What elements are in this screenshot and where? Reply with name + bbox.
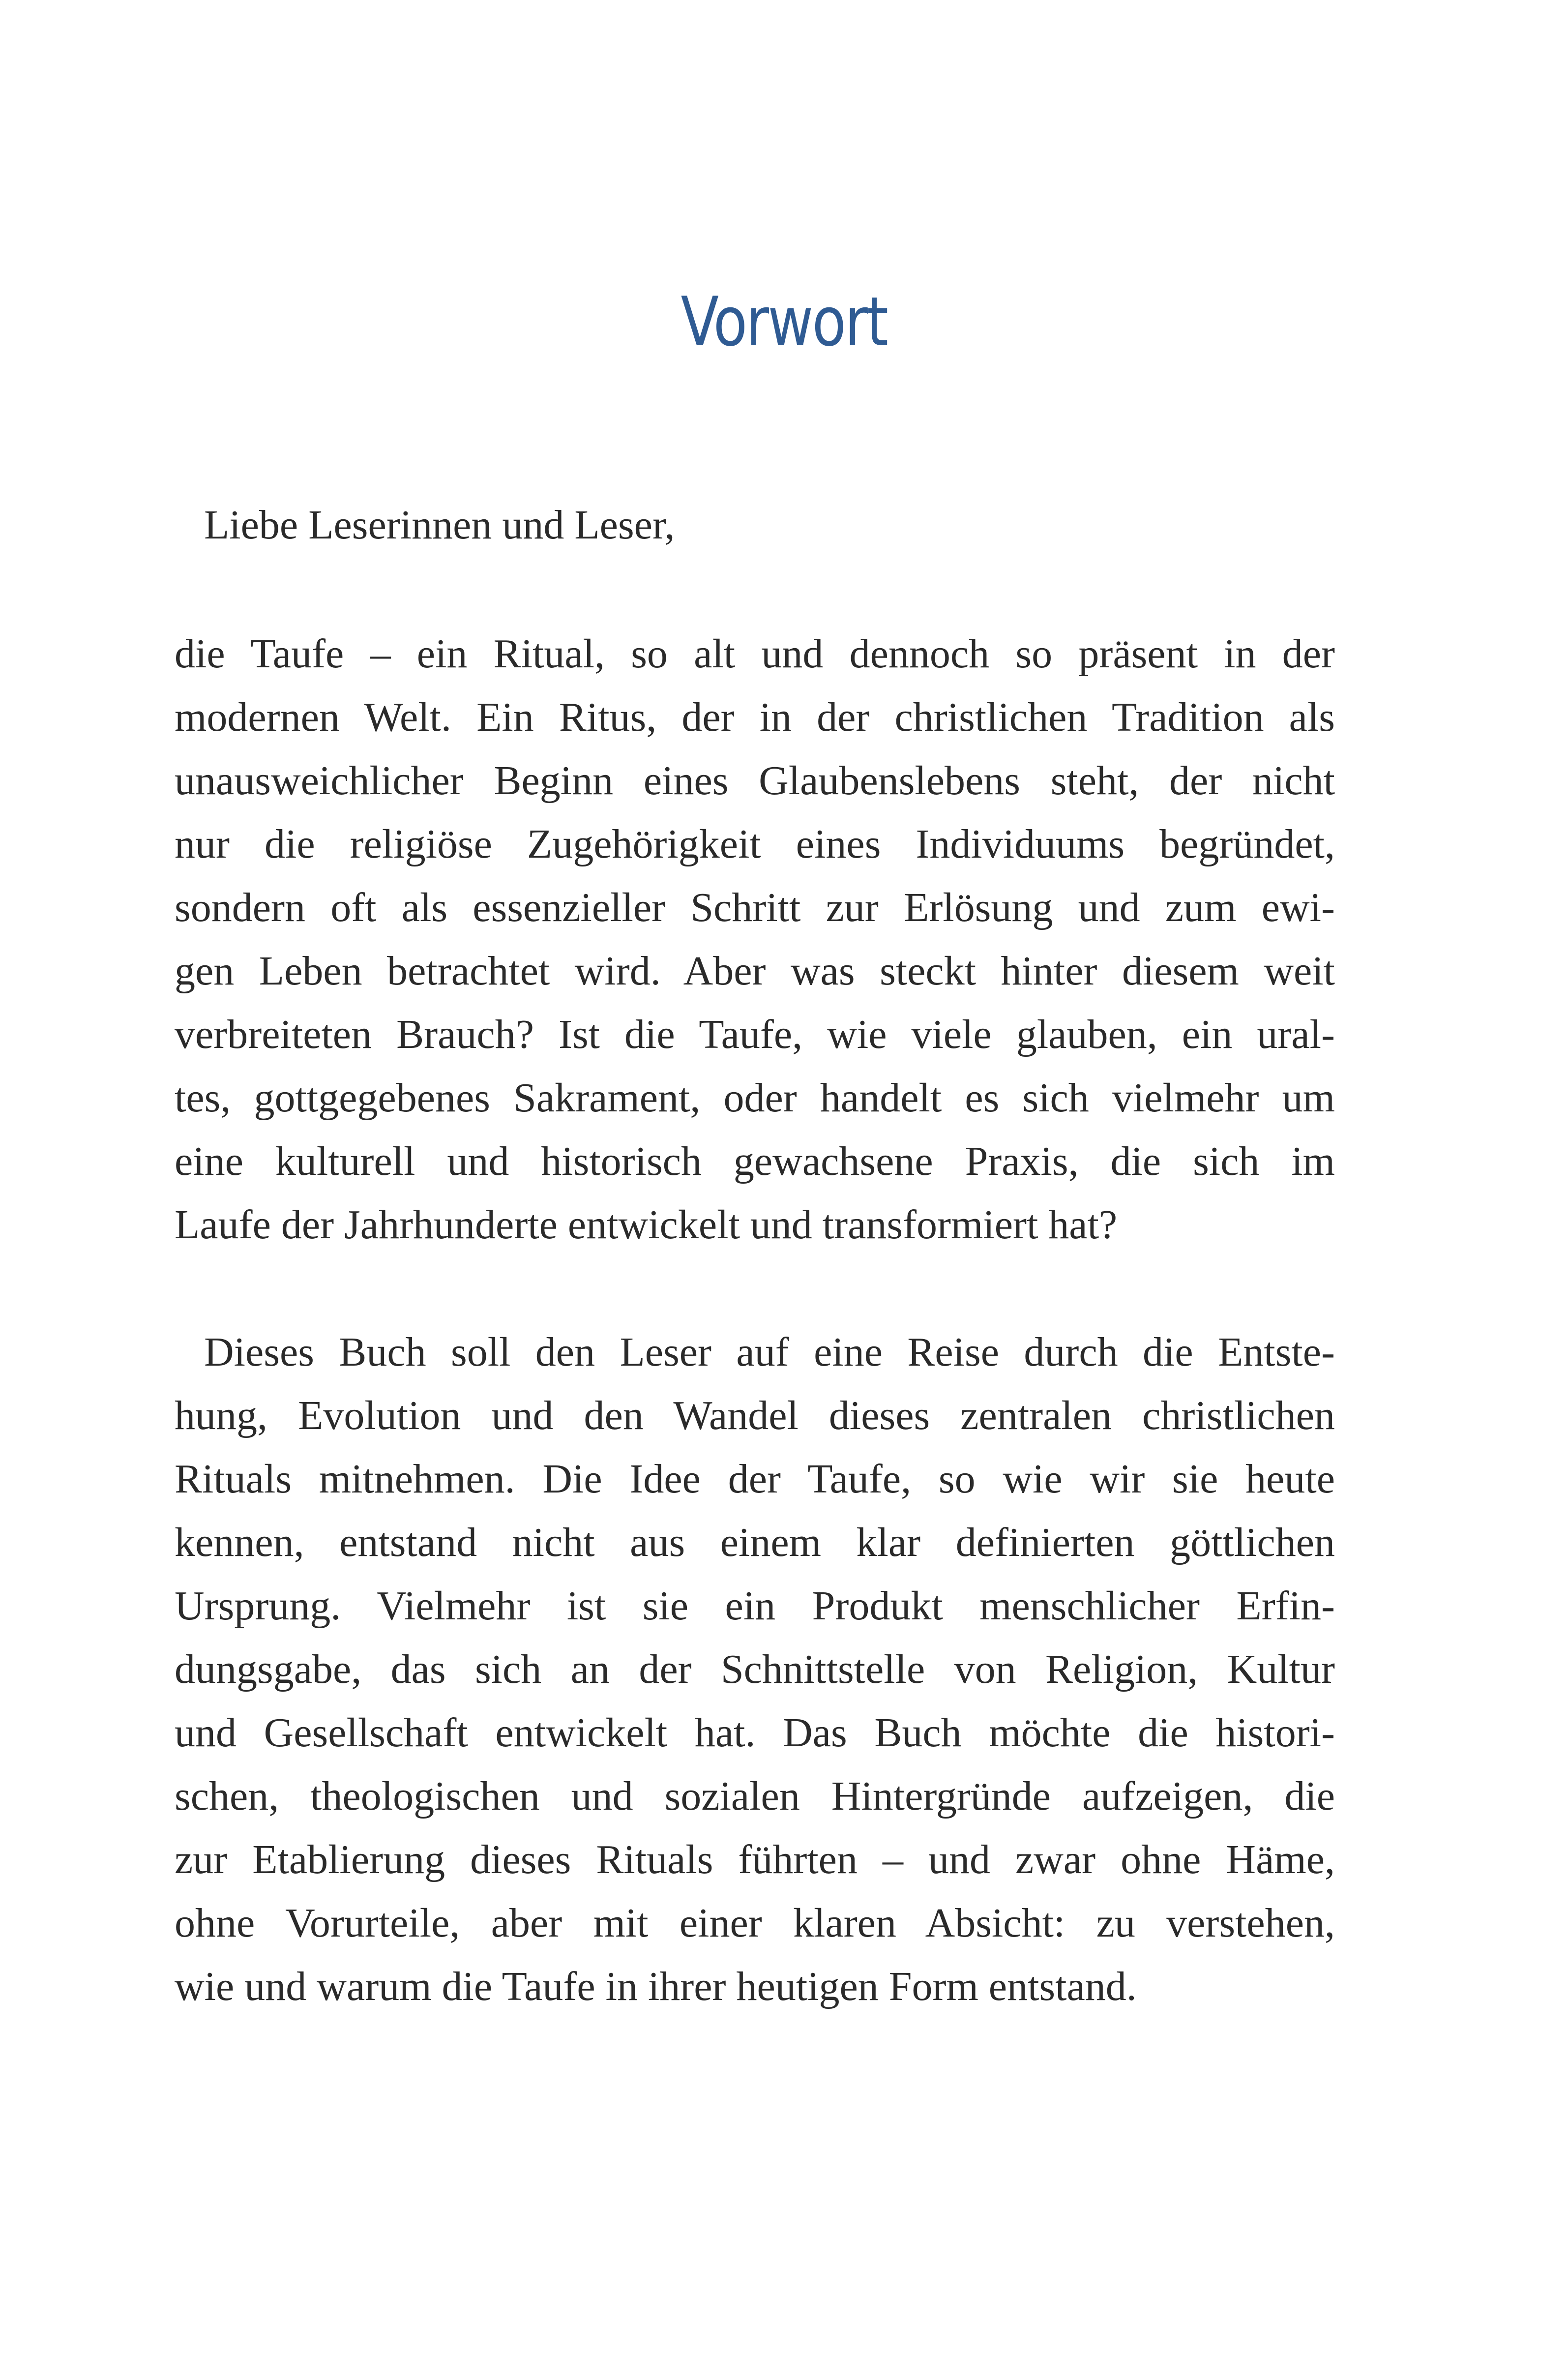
paragraph-line: die Taufe – ein Ritual, so alt und dennoch so präsent in der [175, 631, 1335, 677]
paragraph-line: tes, gottgegebenes Sakrament, oder handelt es sich vielmehr um [175, 1075, 1335, 1121]
paragraph-line: sondern oft als essenzieller Schritt zur Erlösung und zum ewi- [175, 885, 1335, 930]
paragraph-line: gen Leben betrachtet wird. Aber was steckt hinter diesem weit [175, 948, 1335, 994]
paragraph-line: wie und warum die Taufe in ihrer heutigen Form entstand. [175, 1964, 1137, 2009]
paragraph-line: dungsgabe, das sich an der Schnittstelle von Religion, Kultur [175, 1646, 1335, 1692]
paragraph-line: kennen, entstand nicht aus einem klar definierten göttlichen [175, 1520, 1335, 1565]
paragraph-line: unausweichlicher Beginn eines Glaubenslebens steht, der nicht [175, 758, 1335, 804]
paragraph-1 [175, 622, 1335, 1256]
paragraph-line: zur Etablierung dieses Rituals führten – und zwar ohne Häme, [175, 1837, 1335, 1882]
page-title: Vorwort [680, 282, 888, 361]
paragraph-line: Ursprung. Vielmehr ist sie ein Produkt menschlicher Erfin- [175, 1583, 1335, 1629]
salutation: Liebe Leserinnen und Leser, [204, 502, 675, 548]
paragraph-line: Dieses Buch soll den Leser auf eine Reise durch die Entste- [204, 1329, 1335, 1375]
paragraph-line: hung, Evolution und den Wandel dieses zentralen christlichen [175, 1393, 1335, 1438]
paragraph-line: ohne Vorurteile, aber mit einer klaren Absicht: zu verstehen, [175, 1900, 1335, 1946]
paragraph-line: verbreiteten Brauch? Ist die Taufe, wie viele glauben, ein ural- [175, 1012, 1335, 1057]
paragraph-line: modernen Welt. Ein Ritus, der in der christlichen Tradition als [175, 694, 1335, 740]
paragraph-line: nur die religiöse Zugehörigkeit eines Individuums begründet, [175, 821, 1335, 867]
paragraph-line: schen, theologischen und sozialen Hintergründe aufzeigen, die [175, 1773, 1335, 1819]
paragraph-2 [175, 1320, 1335, 2018]
paragraph-line: Rituals mitnehmen. Die Idee der Taufe, so wie wir sie heute [175, 1456, 1335, 1502]
paragraph-line: Laufe der Jahrhunderte entwickelt und transformiert hat? [175, 1202, 1118, 1248]
paragraph-line: eine kulturell und historisch gewachsene Praxis, die sich im [175, 1138, 1335, 1184]
paragraph-line: und Gesellschaft entwickelt hat. Das Buch möchte die histori- [175, 1710, 1335, 1756]
